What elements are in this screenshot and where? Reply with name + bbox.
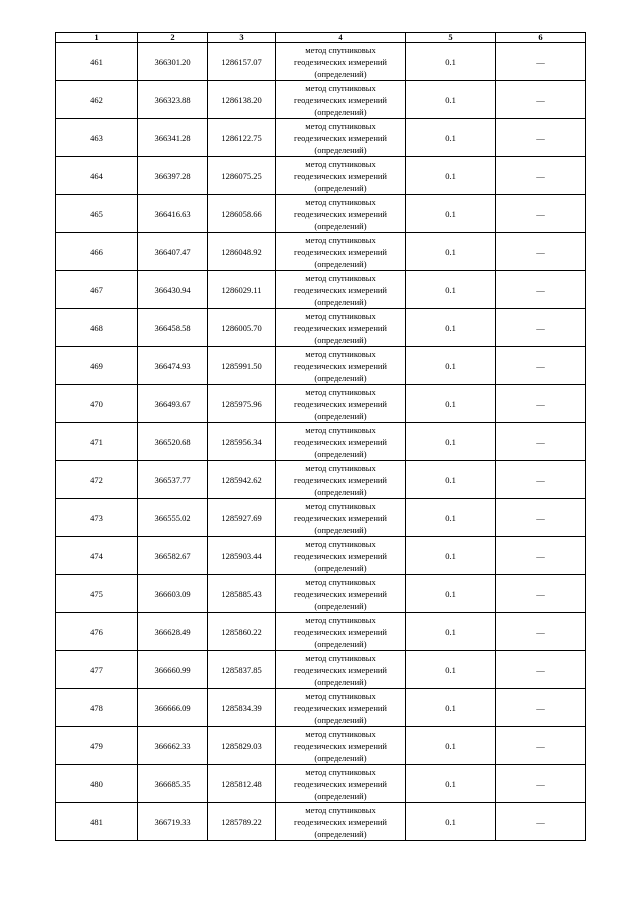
method-line-2: геодезических измерений: [294, 740, 387, 751]
y-coordinate-cell: 1285837.85: [208, 651, 276, 689]
table-row: [56, 157, 586, 195]
method-line-1: метод спутниковых: [305, 424, 376, 435]
y-coordinate-cell: 1286122.75: [208, 119, 276, 157]
x-coordinate-cell: 366666.09: [138, 689, 208, 727]
header-col-4: 4: [276, 33, 406, 43]
point-number-cell: 468: [56, 309, 138, 347]
point-number-cell: 477: [56, 651, 138, 689]
note-cell: [496, 803, 586, 841]
accuracy-cell: 0.1: [406, 233, 496, 271]
method-cell: [276, 119, 406, 157]
point-number-cell: 471: [56, 423, 138, 461]
point-number-cell: 470: [56, 385, 138, 423]
dash-mark: —: [536, 322, 545, 333]
y-coordinate-cell: 1285942.62: [208, 461, 276, 499]
method-line-2: геодезических измерений: [294, 816, 387, 827]
table-row: [56, 271, 586, 309]
x-coordinate-cell: 366407.47: [138, 233, 208, 271]
point-number-cell: 462: [56, 81, 138, 119]
x-coordinate-cell: 366458.58: [138, 309, 208, 347]
accuracy-cell: 0.1: [406, 499, 496, 537]
note-cell: [496, 765, 586, 803]
method-line-2: геодезических измерений: [294, 56, 387, 67]
header-col-3: 3: [208, 33, 276, 43]
dash-mark: —: [536, 550, 545, 561]
method-line-2: геодезических измерений: [294, 474, 387, 485]
note-cell: [496, 461, 586, 499]
x-coordinate-cell: 366662.33: [138, 727, 208, 765]
method-line-1: метод спутниковых: [305, 576, 376, 587]
note-cell: [496, 347, 586, 385]
note-cell: [496, 385, 586, 423]
note-cell: [496, 271, 586, 309]
dash-mark: —: [536, 170, 545, 181]
method-line-2: геодезических измерений: [294, 512, 387, 523]
table-row: [56, 651, 586, 689]
point-number-cell: 473: [56, 499, 138, 537]
point-number-cell: 475: [56, 575, 138, 613]
point-number-cell: 481: [56, 803, 138, 841]
table-row: [56, 43, 586, 81]
method-cell: [276, 613, 406, 651]
method-line-1: метод спутниковых: [305, 310, 376, 321]
dash-mark: —: [536, 284, 545, 295]
header-col-1: 1: [56, 33, 138, 43]
y-coordinate-cell: 1285812.48: [208, 765, 276, 803]
method-line-2: геодезических измерений: [294, 284, 387, 295]
accuracy-cell: 0.1: [406, 271, 496, 309]
x-coordinate-cell: 366397.28: [138, 157, 208, 195]
dash-mark: —: [536, 588, 545, 599]
method-cell: [276, 651, 406, 689]
method-line-2: геодезических измерений: [294, 360, 387, 371]
method-line-2: геодезических измерений: [294, 132, 387, 143]
note-cell: [496, 233, 586, 271]
method-cell: [276, 309, 406, 347]
accuracy-cell: 0.1: [406, 43, 496, 81]
method-line-1: метод спутниковых: [305, 272, 376, 283]
method-line-1: метод спутниковых: [305, 386, 376, 397]
method-line-3: (определений): [314, 106, 367, 117]
y-coordinate-cell: 1285860.22: [208, 613, 276, 651]
method-cell: [276, 385, 406, 423]
method-line-2: геодезических измерений: [294, 208, 387, 219]
method-line-2: геодезических измерений: [294, 170, 387, 181]
y-coordinate-cell: 1285829.03: [208, 727, 276, 765]
method-cell: [276, 233, 406, 271]
accuracy-cell: 0.1: [406, 385, 496, 423]
y-coordinate-cell: 1285789.22: [208, 803, 276, 841]
accuracy-cell: 0.1: [406, 81, 496, 119]
point-number-cell: 465: [56, 195, 138, 233]
x-coordinate-cell: 366416.63: [138, 195, 208, 233]
note-cell: [496, 119, 586, 157]
x-coordinate-cell: 366341.28: [138, 119, 208, 157]
y-coordinate-cell: 1286075.25: [208, 157, 276, 195]
method-cell: [276, 461, 406, 499]
method-line-1: метод спутниковых: [305, 652, 376, 663]
table-body: [56, 43, 586, 841]
dash-mark: —: [536, 56, 545, 67]
table-row: [56, 461, 586, 499]
table-row: [56, 347, 586, 385]
method-cell: [276, 727, 406, 765]
method-cell: [276, 195, 406, 233]
accuracy-cell: 0.1: [406, 803, 496, 841]
y-coordinate-cell: 1285903.44: [208, 537, 276, 575]
accuracy-cell: 0.1: [406, 537, 496, 575]
note-cell: [496, 727, 586, 765]
method-line-2: геодезических измерений: [294, 588, 387, 599]
point-number-cell: 478: [56, 689, 138, 727]
method-line-2: геодезических измерений: [294, 550, 387, 561]
method-line-3: (определений): [314, 334, 367, 345]
x-coordinate-cell: 366628.49: [138, 613, 208, 651]
method-line-1: метод спутниковых: [305, 766, 376, 777]
method-cell: [276, 689, 406, 727]
method-line-3: (определений): [314, 410, 367, 421]
x-coordinate-cell: 366520.68: [138, 423, 208, 461]
point-number-cell: 467: [56, 271, 138, 309]
table-row: [56, 499, 586, 537]
dash-mark: —: [536, 816, 545, 827]
dash-mark: —: [536, 132, 545, 143]
table-row: [56, 727, 586, 765]
y-coordinate-cell: 1285975.96: [208, 385, 276, 423]
dash-mark: —: [536, 474, 545, 485]
method-line-3: (определений): [314, 524, 367, 535]
x-coordinate-cell: 366301.20: [138, 43, 208, 81]
point-number-cell: 466: [56, 233, 138, 271]
method-line-1: метод спутниковых: [305, 462, 376, 473]
method-line-3: (определений): [314, 486, 367, 497]
dash-mark: —: [536, 436, 545, 447]
accuracy-cell: 0.1: [406, 727, 496, 765]
point-number-cell: 461: [56, 43, 138, 81]
x-coordinate-cell: 366430.94: [138, 271, 208, 309]
x-coordinate-cell: 366660.99: [138, 651, 208, 689]
method-line-1: метод спутниковых: [305, 500, 376, 511]
dash-mark: —: [536, 664, 545, 675]
method-cell: [276, 43, 406, 81]
y-coordinate-cell: 1285885.43: [208, 575, 276, 613]
method-line-2: геодезических измерений: [294, 246, 387, 257]
method-line-3: (определений): [314, 220, 367, 231]
dash-mark: —: [536, 246, 545, 257]
note-cell: [496, 613, 586, 651]
accuracy-cell: 0.1: [406, 423, 496, 461]
y-coordinate-cell: 1285956.34: [208, 423, 276, 461]
method-line-2: геодезических измерений: [294, 436, 387, 447]
method-cell: [276, 423, 406, 461]
table-row: [56, 81, 586, 119]
coordinates-table: [55, 32, 586, 841]
note-cell: [496, 43, 586, 81]
point-number-cell: 463: [56, 119, 138, 157]
y-coordinate-cell: 1286138.20: [208, 81, 276, 119]
dash-mark: —: [536, 360, 545, 371]
dash-mark: —: [536, 778, 545, 789]
method-cell: [276, 81, 406, 119]
method-line-3: (определений): [314, 562, 367, 573]
method-cell: [276, 803, 406, 841]
x-coordinate-cell: 366719.33: [138, 803, 208, 841]
dash-mark: —: [536, 208, 545, 219]
accuracy-cell: 0.1: [406, 689, 496, 727]
note-cell: [496, 81, 586, 119]
method-line-1: метод спутниковых: [305, 120, 376, 131]
y-coordinate-cell: 1285927.69: [208, 499, 276, 537]
method-line-1: метод спутниковых: [305, 82, 376, 93]
method-cell: [276, 765, 406, 803]
dash-mark: —: [536, 740, 545, 751]
method-line-3: (определений): [314, 714, 367, 725]
method-cell: [276, 499, 406, 537]
x-coordinate-cell: 366582.67: [138, 537, 208, 575]
accuracy-cell: 0.1: [406, 157, 496, 195]
dash-mark: —: [536, 398, 545, 409]
note-cell: [496, 309, 586, 347]
table-row: [56, 803, 586, 841]
method-line-3: (определений): [314, 372, 367, 383]
method-cell: [276, 575, 406, 613]
accuracy-cell: 0.1: [406, 347, 496, 385]
header-row: [56, 33, 586, 43]
method-cell: [276, 157, 406, 195]
method-line-2: геодезических измерений: [294, 398, 387, 409]
table-row: [56, 423, 586, 461]
point-number-cell: 479: [56, 727, 138, 765]
method-line-3: (определений): [314, 600, 367, 611]
dash-mark: —: [536, 94, 545, 105]
note-cell: [496, 651, 586, 689]
method-line-3: (определений): [314, 144, 367, 155]
point-number-cell: 472: [56, 461, 138, 499]
method-line-2: геодезических измерений: [294, 626, 387, 637]
accuracy-cell: 0.1: [406, 119, 496, 157]
accuracy-cell: 0.1: [406, 575, 496, 613]
point-number-cell: 464: [56, 157, 138, 195]
dash-mark: —: [536, 626, 545, 637]
dash-mark: —: [536, 702, 545, 713]
x-coordinate-cell: 366474.93: [138, 347, 208, 385]
x-coordinate-cell: 366603.09: [138, 575, 208, 613]
table-row: [56, 575, 586, 613]
method-line-3: (определений): [314, 638, 367, 649]
method-line-1: метод спутниковых: [305, 158, 376, 169]
method-line-3: (определений): [314, 790, 367, 801]
method-line-3: (определений): [314, 676, 367, 687]
table-row: [56, 233, 586, 271]
accuracy-cell: 0.1: [406, 765, 496, 803]
x-coordinate-cell: 366537.77: [138, 461, 208, 499]
y-coordinate-cell: 1286029.11: [208, 271, 276, 309]
x-coordinate-cell: 366493.67: [138, 385, 208, 423]
method-line-3: (определений): [314, 182, 367, 193]
table-row: [56, 689, 586, 727]
method-cell: [276, 537, 406, 575]
method-line-2: геодезических измерений: [294, 702, 387, 713]
method-line-2: геодезических измерений: [294, 94, 387, 105]
note-cell: [496, 195, 586, 233]
table-row: [56, 613, 586, 651]
method-line-1: метод спутниковых: [305, 234, 376, 245]
method-line-3: (определений): [314, 68, 367, 79]
accuracy-cell: 0.1: [406, 651, 496, 689]
y-coordinate-cell: 1286157.07: [208, 43, 276, 81]
table-row: [56, 119, 586, 157]
y-coordinate-cell: 1286048.92: [208, 233, 276, 271]
point-number-cell: 474: [56, 537, 138, 575]
table-header: [56, 33, 586, 43]
table-row: [56, 309, 586, 347]
method-line-1: метод спутниковых: [305, 690, 376, 701]
method-line-1: метод спутниковых: [305, 804, 376, 815]
x-coordinate-cell: 366685.35: [138, 765, 208, 803]
note-cell: [496, 157, 586, 195]
method-line-3: (определений): [314, 828, 367, 839]
accuracy-cell: 0.1: [406, 309, 496, 347]
x-coordinate-cell: 366555.02: [138, 499, 208, 537]
method-line-2: геодезических измерений: [294, 664, 387, 675]
method-line-3: (определений): [314, 296, 367, 307]
note-cell: [496, 537, 586, 575]
note-cell: [496, 499, 586, 537]
method-line-1: метод спутниковых: [305, 44, 376, 55]
method-line-3: (определений): [314, 752, 367, 763]
method-cell: [276, 271, 406, 309]
point-number-cell: 480: [56, 765, 138, 803]
method-line-1: метод спутниковых: [305, 196, 376, 207]
table-row: [56, 537, 586, 575]
header-col-5: 5: [406, 33, 496, 43]
header-col-6: 6: [496, 33, 586, 43]
table-row: [56, 195, 586, 233]
method-line-1: метод спутниковых: [305, 538, 376, 549]
point-number-cell: 469: [56, 347, 138, 385]
header-col-2: 2: [138, 33, 208, 43]
method-cell: [276, 347, 406, 385]
dash-mark: —: [536, 512, 545, 523]
note-cell: [496, 689, 586, 727]
accuracy-cell: 0.1: [406, 461, 496, 499]
note-cell: [496, 423, 586, 461]
method-line-2: геодезических измерений: [294, 778, 387, 789]
y-coordinate-cell: 1286058.66: [208, 195, 276, 233]
y-coordinate-cell: 1286005.70: [208, 309, 276, 347]
method-line-3: (определений): [314, 448, 367, 459]
method-line-3: (определений): [314, 258, 367, 269]
y-coordinate-cell: 1285834.39: [208, 689, 276, 727]
accuracy-cell: 0.1: [406, 613, 496, 651]
note-cell: [496, 575, 586, 613]
table-row: [56, 765, 586, 803]
method-line-1: метод спутниковых: [305, 348, 376, 359]
accuracy-cell: 0.1: [406, 195, 496, 233]
y-coordinate-cell: 1285991.50: [208, 347, 276, 385]
method-line-1: метод спутниковых: [305, 728, 376, 739]
method-line-2: геодезических измерений: [294, 322, 387, 333]
table-row: [56, 385, 586, 423]
method-line-1: метод спутниковых: [305, 614, 376, 625]
x-coordinate-cell: 366323.88: [138, 81, 208, 119]
point-number-cell: 476: [56, 613, 138, 651]
